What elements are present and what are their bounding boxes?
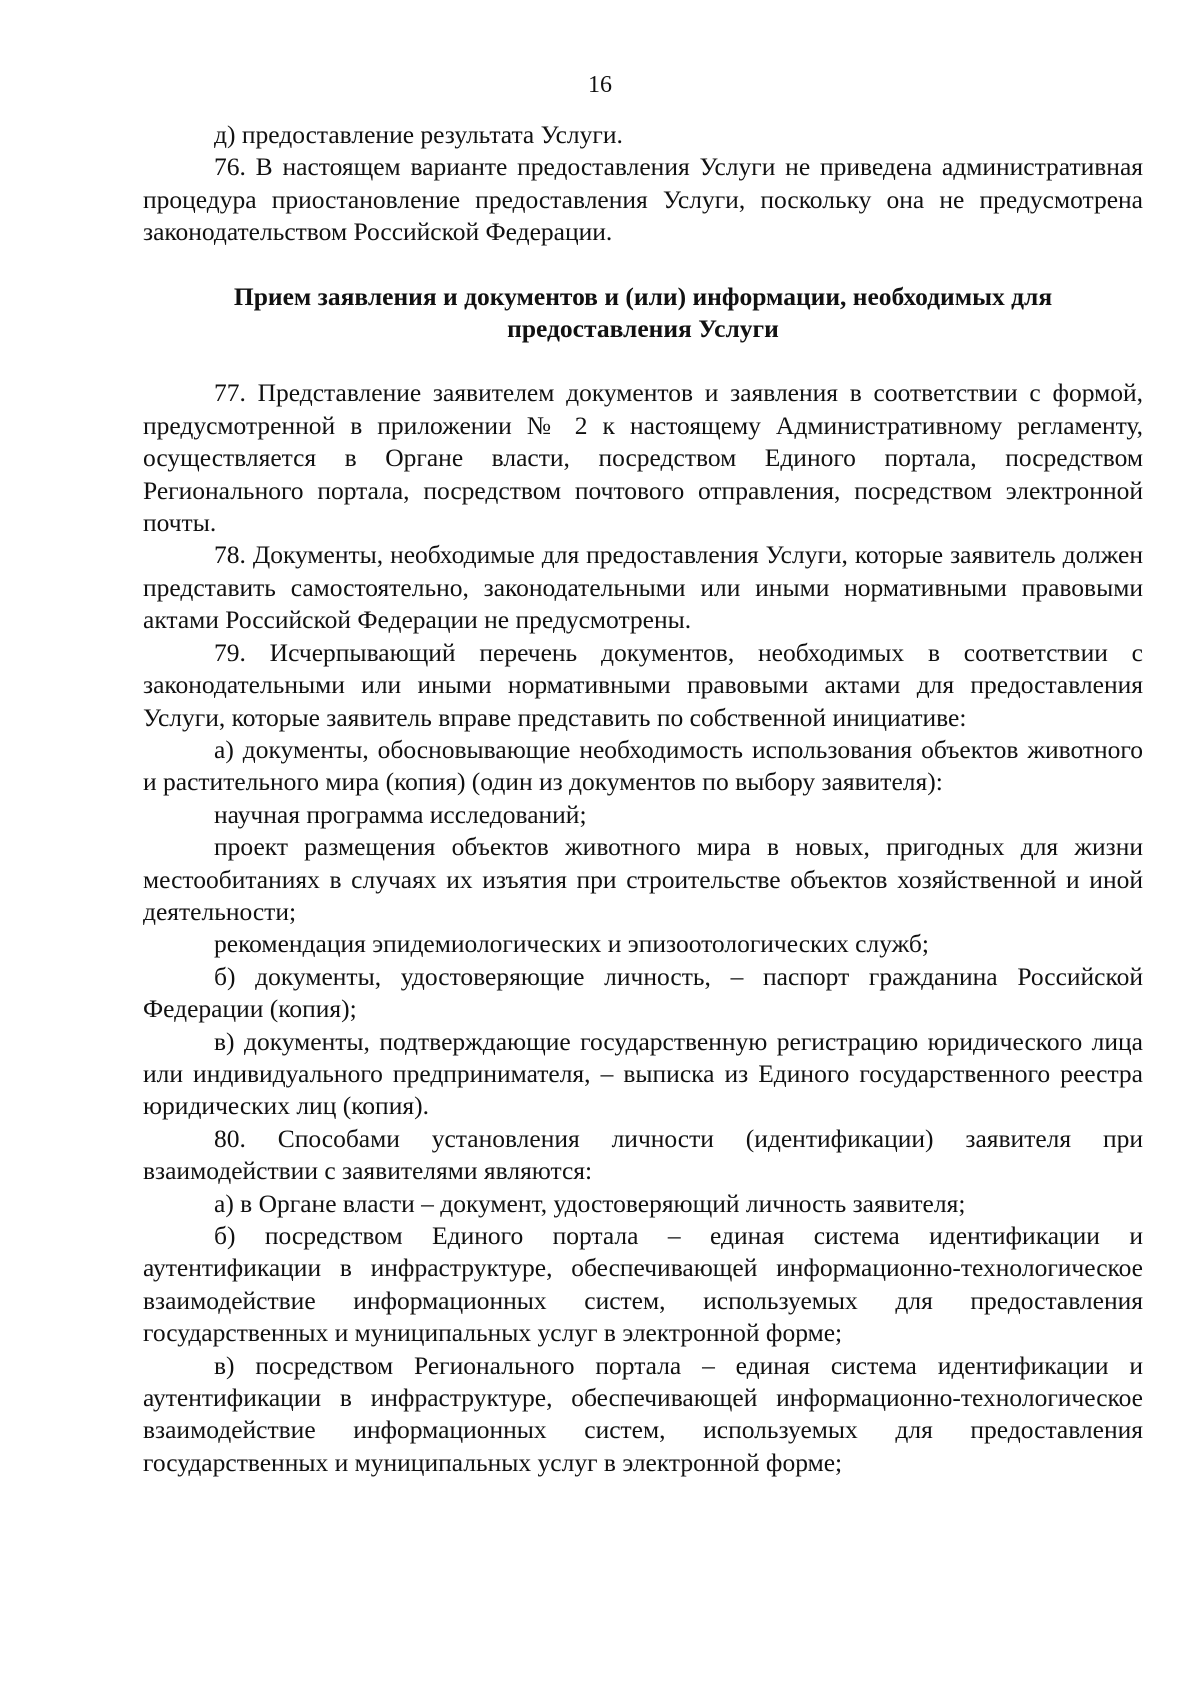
paragraph-79-a-item-1: научная программа исследований; bbox=[214, 799, 587, 829]
paragraph-80-a: а) в Органе власти – документ, удостоверяющий личность заявителя; bbox=[214, 1188, 966, 1218]
page-number: 16 bbox=[588, 72, 612, 98]
paragraph-79-v: в) документы, подтверждающие государственную регистрацию юридического лица или индивидуального предпринимателя, – выписка из Единого государственного реестра юридических лиц (копия). bbox=[143, 1026, 1143, 1121]
paragraph-77: 77. Представление заявителем документов и заявления в соответствии с формой, предусмотренной в приложении № 2 к настоящему Административному регламенту, осуществляется в Органе власти, посредством Единого портала, посредством Регионального портала, посредством почтового отправления, посредством электронной почты. bbox=[143, 378, 1143, 538]
paragraph-78: 78. Документы, необходимые для предоставления Услуги, которые заявитель должен представить самостоятельно, законодательными или иными нормативными правовыми актами Российской Федерации не предусмотрены. bbox=[143, 540, 1143, 635]
paragraph-79-a-item-2: проект размещения объектов животного мира в новых, пригодных для жизни местообитаниях в случаях их изъятия при строительстве объектов хозяйственной и иной деятельности; bbox=[143, 832, 1143, 926]
paragraph-76: 76. В настоящем варианте предоставления Услуги не приведена административная процедура приостановление предоставления Услуги, поскольку она не предусмотрена законодательством Российской Федерации. bbox=[143, 152, 1143, 247]
paragraph-79-b: б) документы, удостоверяющие личность, – паспорт гражданина Российской Федерации (копия); bbox=[143, 961, 1143, 1024]
paragraph-79-a: а) документы, обосновывающие необходимость использования объектов животного и растительного мира (копия) (один из документов по выбору заявителя): bbox=[143, 734, 1143, 797]
document-body bbox=[143, 119, 1143, 1479]
paragraph-80-v: в) посредством Регионального портала – единая система идентификации и аутентификации в инфраструктуре, обеспечивающей информационно-технологическое взаимодействие информационных систем, используемых для предоставления государственных и муниципальных услуг в электронной форме; bbox=[143, 1350, 1143, 1477]
paragraph-80: 80. Способами установления личности (идентификации) заявителя при взаимодействии с заявителями являются: bbox=[143, 1123, 1143, 1186]
paragraph-79-a-item-3: рекомендация эпидемиологических и эпизоотологических служб; bbox=[214, 929, 929, 959]
section-heading: Прием заявления и документов и (или) информации, необходимых для предоставления Услуги bbox=[233, 281, 1053, 344]
paragraph-80-b: б) посредством Единого портала – единая система идентификации и аутентификации в инфраструктуре, обеспечивающей информационно-технологическое взаимодействие информационных систем, используемых для предоставления государственных и муниципальных услуг в электронной форме; bbox=[143, 1221, 1143, 1348]
paragraph-item-d: д) предоставление результата Услуги. bbox=[214, 120, 623, 149]
paragraph-79: 79. Исчерпывающий перечень документов, необходимых в соответствии с законодательными или иными нормативными правовыми актами для предоставления Услуги, которые заявитель вправе представить по собственной инициативе: bbox=[143, 637, 1143, 732]
